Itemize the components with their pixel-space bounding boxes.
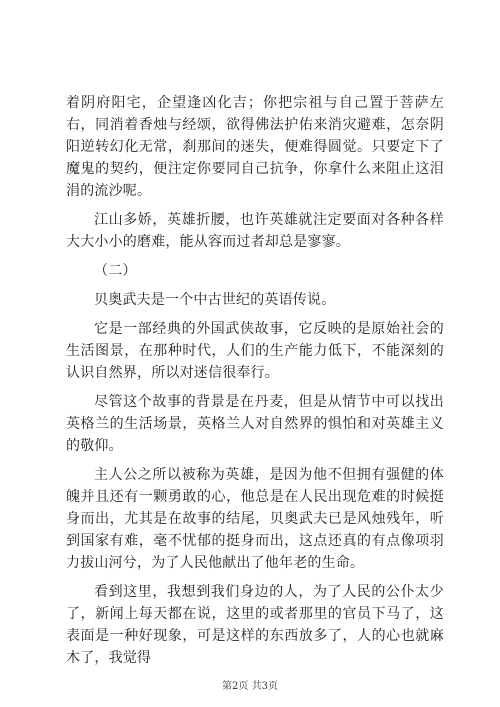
paragraph-1: 着阴府阳宅，企望逢凶化吉；你把宗祖与自己置于菩萨左右，同消着香烛与经颂，欲得佛法护佑来消灾避难，怎奈阴阳逆转幻化无常，刹那间的迷失，便难得圆觉。只要定下了魔鬼的契约，便注定你要同自己抗争，你拿什么来阻止这泪涓的流沙呢。 [66, 95, 444, 199]
paragraph-5: 尽管这个故事的背景是在丹麦，但是从情节中可以找出英格兰的生活场景，英格兰人对自然界的惧怕和对英雄主义的敬仰。 [66, 394, 444, 454]
paragraph-3: 贝奥武夫是一个中古世纪的英语传说。 [94, 292, 336, 308]
paragraph-2: 江山多娇，英雄折腰，也许英雄就注定要面对各种各样大大小小的磨难，能从容而过者却总是寥寥。 [66, 212, 444, 250]
page-number: 第2页 共3页 [222, 681, 278, 692]
paragraph-4: 它是一部经典的外国武侠故事，它反映的是原始社会的生活图景，在那种时代，人们的生产能力低下，不能深刻的认识自然界，所以对迷信很奉行。 [66, 321, 444, 381]
section-heading: （二） [94, 263, 137, 279]
paragraph-7: 看到这里，我想到我们身边的人，为了人民的公仆太少了，新闻上每天都在说，这里的或者那里的官员下马了，这表面是一种好现象，可是这样的东西放多了，人的心也就麻木了，我觉得 [66, 584, 444, 666]
document-body [66, 92, 444, 669]
paragraph-6: 主人公之所以被称为英雄，是因为他不但拥有强健的体魄并且还有一颗勇敢的心，他总是在人民出现危难的时候挺身而出，尤其是在故事的结尾，贝奥武夫已是风烛残年，听到国家有难，毫不忧郁的挺身而出，这点还真的有点像项羽力拔山河兮，为了人民他献出了他年老的生命。 [66, 467, 444, 571]
